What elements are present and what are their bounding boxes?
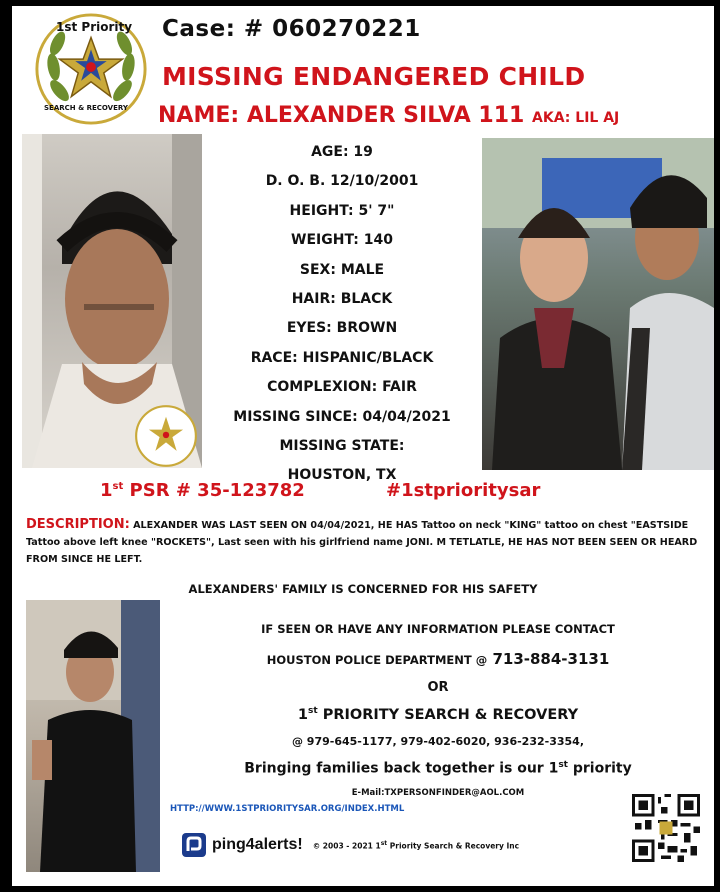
logo-bottom-text: SEARCH & RECOVERY: [44, 104, 128, 112]
fact-weight: WEIGHT: 140: [291, 232, 393, 249]
fact-race: RACE: HISPANIC/BLACK: [250, 349, 434, 366]
fact-city: HOUSTON, TX: [287, 467, 397, 484]
slogan-a: Bringing families back together is our 1: [244, 760, 559, 777]
fact-dob: D. O. B. 12/10/2001: [265, 173, 419, 190]
slogan: [162, 760, 714, 777]
slogan-sup: st: [558, 760, 568, 770]
psr-text: PSR # 35-123782: [123, 480, 305, 501]
website-link[interactable]: HTTP://WWW.1STPRIORITYSAR.ORG/INDEX.HTML: [170, 804, 405, 814]
case-number: Case: # 060270221: [162, 16, 421, 42]
ping4alerts-footer: [182, 832, 519, 858]
couple-illustration: [482, 138, 714, 470]
slogan-b: priority: [568, 760, 632, 777]
fact-hair: HAIR: BLACK: [291, 290, 393, 307]
fact-complexion: COMPLEXION: FAIR: [267, 379, 417, 396]
poster-title: MISSING ENDANGERED CHILD: [162, 62, 586, 91]
standing-illustration: [26, 600, 160, 872]
org-name: [162, 706, 714, 723]
description-label: DESCRIPTION:: [26, 517, 130, 532]
police-contact: [162, 650, 714, 668]
org-text: PRIORITY SEARCH & RECOVERY: [317, 706, 579, 723]
name-main: NAME: ALEXANDER SILVA 111: [158, 103, 525, 128]
name-aka: AKA: LIL AJ: [532, 110, 620, 126]
org-sup: st: [307, 706, 318, 716]
copyright: [313, 840, 519, 851]
hashtag: #1stprioritysar: [386, 480, 541, 501]
ping4alerts-brand: ping4alerts!: [212, 836, 303, 853]
facts-list: [202, 138, 482, 491]
fact-age: AGE: 19: [311, 144, 373, 160]
fact-sex: SEX: MALE: [299, 261, 385, 278]
psr-sup: st: [112, 481, 124, 492]
or-text: OR: [427, 680, 449, 695]
fact-missing-state: MISSING STATE:: [279, 437, 405, 454]
description-text: ALEXANDER WAS LAST SEEN ON 04/04/2021, HE HAS Tattoo on neck "KING" tattoo on chest "EASTSIDE Tattoo above left knee "ROCKETS", Last seen with his girlfriend name JONI. M TETLATLE, HE HAS NOT BEEN SEEN OR HEARD FROM SINCE HE LEFT.: [26, 520, 698, 565]
org-phones: @ 979-645-1177, 979-402-6020, 936-232-3354,: [291, 735, 585, 748]
ping4alerts-icon: [182, 833, 206, 857]
missing-poster: [6, 6, 714, 886]
org-prefix: 1: [297, 706, 308, 723]
small-logo: [134, 404, 198, 468]
description: [26, 516, 706, 568]
couple-photo: [482, 138, 714, 470]
fact-missing-since: MISSING SINCE: 04/04/2021: [233, 408, 451, 425]
concern-text: ALEXANDERS' FAMILY IS CONCERNED FOR HIS SAFETY: [188, 582, 538, 596]
psr-prefix: 1: [100, 480, 113, 501]
standing-photo: [26, 600, 160, 872]
logo-top-text: 1st Priority: [56, 20, 133, 34]
email-address[interactable]: E-Mail:TXPERSONFINDER@AOL.COM: [351, 788, 525, 798]
police-phone: 713-884-3131: [487, 650, 610, 668]
fact-height: HEIGHT: 5' 7": [289, 202, 395, 219]
missing-name: [158, 103, 619, 128]
copyright-a: © 2003 - 2021 1: [312, 841, 381, 851]
qr-code-icon[interactable]: [632, 794, 700, 862]
psr-number: [100, 480, 305, 501]
copyright-b: Priority Search & Recovery Inc: [387, 841, 520, 851]
fact-eyes: EYES: BROWN: [286, 320, 398, 337]
contact-intro: IF SEEN OR HAVE ANY INFORMATION PLEASE CONTACT: [261, 622, 615, 636]
police-name: HOUSTON POLICE DEPARTMENT @: [266, 653, 488, 667]
copyright-sup: st: [380, 839, 388, 847]
